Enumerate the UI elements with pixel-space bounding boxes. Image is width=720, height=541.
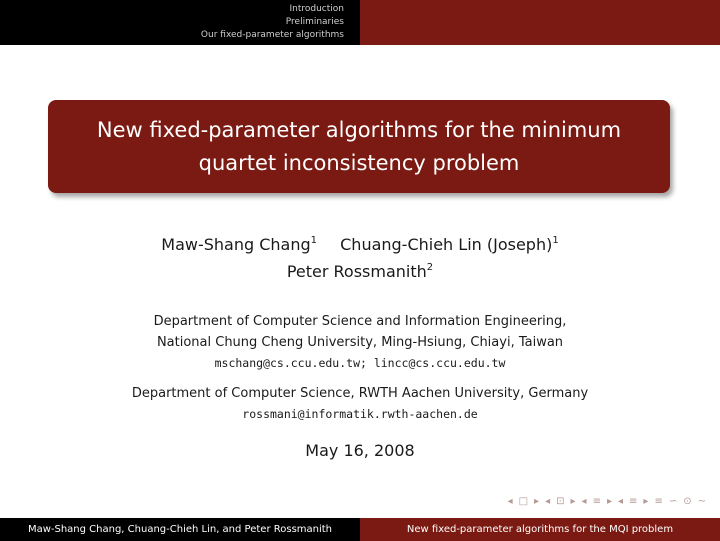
nav-next-icon[interactable]: ▸ <box>534 496 540 507</box>
author-row-2 <box>0 258 720 285</box>
title-line-1: New fixed-parameter algorithms for the minimum <box>96 117 622 142</box>
footer-bar <box>0 518 720 541</box>
beamer-navigation-symbols <box>508 496 706 507</box>
nav-item-introduction[interactable]: Introduction <box>289 4 344 14</box>
affiliation-line: Department of Computer Science, RWTH Aachen University, Germany <box>131 386 589 401</box>
author-affiliation-mark: 1 <box>552 235 559 246</box>
author-name: Chuang-Chieh Lin (Joseph) <box>340 235 553 254</box>
author <box>287 262 433 281</box>
header-left-panel <box>0 0 360 45</box>
nav-prev-icon[interactable]: ◂ <box>545 496 551 507</box>
footer-authors: Maw-Shang Chang, Chuang-Chieh Lin, and Peter Rossmanith <box>0 518 360 541</box>
section-navigation <box>201 3 344 42</box>
subsection-icon[interactable]: ⊡ <box>556 496 565 507</box>
search-icon[interactable]: ⊙ <box>683 496 692 507</box>
author-list <box>0 231 720 285</box>
document-icon[interactable]: ≡ <box>629 496 638 507</box>
affiliation-emails: mschang@cs.ccu.edu.tw; lincc@cs.ccu.edu.tw <box>214 356 506 370</box>
nav-prev-icon[interactable]: ◂ <box>581 496 587 507</box>
affiliation-2 <box>0 383 720 425</box>
author <box>340 235 559 254</box>
nav-next-icon[interactable]: ▸ <box>570 496 576 507</box>
author-row-1 <box>0 231 720 258</box>
author-affiliation-mark: 1 <box>310 235 318 246</box>
nav-next-icon[interactable]: ▸ <box>606 496 612 507</box>
section-icon[interactable]: ≡ <box>592 496 601 507</box>
nav-prev-icon[interactable]: ◂ <box>617 496 624 507</box>
slide-title <box>69 114 649 180</box>
presentation-date: May 16, 2008 <box>305 441 415 460</box>
back-icon[interactable]: ∽ <box>668 496 678 507</box>
nav-next-icon[interactable]: ▸ <box>643 496 649 507</box>
footer-short-title: New fixed-parameter algorithms for the MQI problem <box>360 518 720 541</box>
affiliation-line: Department of Computer Science and Information Engineering, <box>153 314 567 329</box>
title-block <box>48 100 670 193</box>
nav-item-preliminaries[interactable]: Preliminaries <box>285 17 344 27</box>
nav-item-algorithms[interactable]: Our fixed-parameter algorithms <box>200 30 344 40</box>
affiliation-email: rossmani@informatik.rwth-aachen.de <box>242 407 478 421</box>
appendix-icon[interactable]: ≡ <box>654 496 663 507</box>
title-line-2: quartet inconsistency problem <box>198 150 520 175</box>
header-bar <box>0 0 720 45</box>
author-affiliation-mark: 2 <box>426 262 434 273</box>
author-name: Maw-Shang Chang <box>161 235 311 254</box>
affiliation-line: National Chung Cheng University, Ming-Hsiung, Chiayi, Taiwan <box>156 335 564 350</box>
affiliation-1 <box>0 311 720 374</box>
forward-icon[interactable]: ∼ <box>697 496 706 507</box>
author <box>161 235 317 254</box>
frame-icon[interactable]: □ <box>518 496 529 507</box>
header-right-panel <box>360 0 720 45</box>
author-name: Peter Rossmanith <box>286 262 427 281</box>
nav-prev-icon[interactable]: ◂ <box>507 496 513 507</box>
